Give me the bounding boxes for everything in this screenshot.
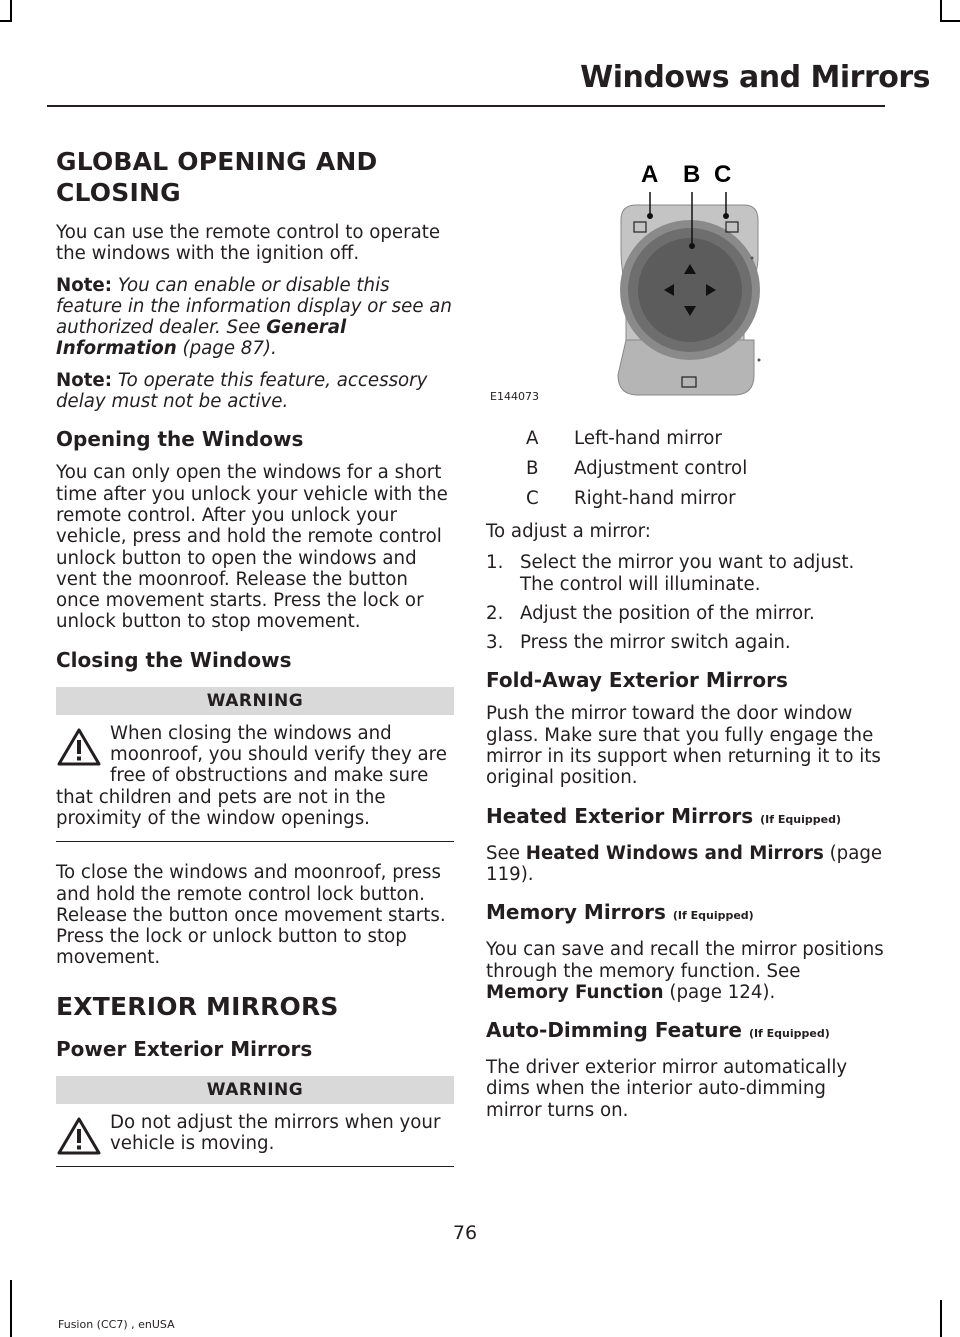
page-ref: (page 119). — [486, 842, 883, 885]
page-number: 76 — [452, 1222, 478, 1244]
if-equipped: (If Equipped) — [672, 909, 754, 923]
paragraph-auto: The driver exterior mirror automatically dims when the interior auto-dimming mirror turns on. — [486, 1057, 848, 1121]
crop-mark — [10, 1280, 12, 1337]
crop-mark — [0, 20, 12, 22]
heading-auto-dimming — [486, 1017, 886, 1047]
warning-triangle-icon — [56, 727, 102, 767]
label-b: B — [683, 161, 701, 188]
heading-memory-text: Memory Mirrors — [486, 900, 666, 925]
paragraph-memory — [486, 939, 886, 1003]
figure-legend — [486, 428, 886, 509]
figure-id: E144073 — [490, 390, 539, 403]
heading-exterior-mirrors: EXTERIOR MIRRORS — [56, 991, 339, 1021]
note-page-ref: (page 87). — [176, 338, 277, 360]
adjust-intro: To adjust a mirror: — [486, 521, 651, 542]
crop-mark — [10, 0, 12, 22]
heading-heated-text: Heated Exterior Mirrors — [486, 803, 754, 828]
warning-header: WARNING — [56, 1076, 454, 1104]
heading-power-mirrors: Power Exterior Mirrors — [56, 1036, 313, 1061]
if-equipped: (If Equipped) — [748, 1027, 830, 1041]
paragraph-heated — [486, 843, 886, 886]
left-column — [56, 140, 454, 1187]
step-text: Press the mirror switch again. — [520, 632, 791, 654]
note-text: You can enable or disable this feature in the information display or see an authorized dealer. See — [56, 274, 452, 339]
page-header-title: Windows and Mirrors — [580, 60, 930, 95]
step-number: 3. — [486, 632, 504, 654]
page-ref: (page 124). — [663, 981, 776, 1003]
warning-text: When closing the windows and moonroof, you should verify they are free of obstructions and make sure that children and pets are not in the proximity of the window openings. — [56, 722, 447, 829]
note-label: Note: — [56, 274, 113, 296]
list-item — [486, 603, 886, 624]
heading-memory — [486, 899, 886, 929]
paragraph-global: You can use the remote control to operate the windows with the ignition off. — [56, 222, 441, 265]
note-text: To operate this feature, accessory delay must not be active. — [56, 369, 428, 413]
note-1 — [56, 275, 454, 360]
label-a: A — [641, 161, 659, 188]
warning-triangle-icon — [56, 1116, 102, 1156]
legend-key: B — [526, 458, 539, 479]
heading-heated — [486, 803, 886, 833]
see-text: See — [486, 842, 526, 864]
label-c: C — [714, 161, 732, 188]
legend-row — [486, 428, 886, 449]
legend-row — [486, 488, 886, 509]
memory-text: You can save and recall the mirror positions through the memory function. See — [486, 939, 884, 982]
header-divider — [47, 105, 885, 107]
legend-key: A — [526, 428, 539, 449]
crop-mark — [940, 1300, 942, 1337]
heading-fold-away: Fold-Away Exterior Mirrors — [486, 668, 788, 693]
step-text: Select the mirror you want to adjust. The control will illuminate. — [520, 552, 855, 595]
legend-value: Adjustment control — [574, 458, 748, 479]
warning-box — [56, 723, 454, 842]
legend-value: Left-hand mirror — [574, 428, 722, 449]
legend-value: Right-hand mirror — [574, 488, 736, 509]
list-item — [486, 552, 886, 595]
paragraph-closing: To close the windows and moonroof, press and hold the remote control lock button. Release the button once movement starts. Press the lock or unlock button to stop movement. — [56, 862, 446, 969]
footer-text: Fusion (CC7) , enUSA — [58, 1318, 175, 1331]
if-equipped: (If Equipped) — [760, 812, 841, 826]
heading-auto-text: Auto-Dimming Feature — [486, 1018, 742, 1043]
step-number: 2. — [486, 602, 504, 624]
heading-opening-windows: Opening the Windows — [56, 427, 304, 452]
heading-closing-windows: Closing the Windows — [56, 647, 292, 672]
mirror-control-illustration — [486, 150, 766, 410]
warning-text: Do not adjust the mirrors when your vehicle is moving. — [110, 1111, 441, 1155]
warning-box — [56, 1112, 454, 1168]
note-2 — [56, 370, 454, 413]
memory-function-link[interactable]: Memory Function — [486, 981, 664, 1003]
heading-global-opening: GLOBAL OPENING AND CLOSING — [56, 147, 378, 207]
right-column — [486, 420, 886, 1131]
warning-header: WARNING — [56, 687, 454, 715]
legend-key: C — [526, 488, 539, 509]
step-text: Adjust the position of the mirror. — [520, 602, 815, 624]
paragraph-opening: You can only open the windows for a short time after you unlock your vehicle with the remote control. After you unlock your vehicle, press and hold the remote control unlock button to open the windows and vent the moonroof. Release the button once movement starts. Press the lock or unlock button to stop movement. — [56, 462, 448, 633]
crop-mark — [940, 0, 942, 22]
general-information-link[interactable]: General Information — [56, 317, 347, 360]
paragraph-fold: Push the mirror toward the door window glass. Make sure that you fully engage the mirror in its support when returning it to its original position. — [486, 703, 881, 789]
step-number: 1. — [486, 552, 504, 574]
heated-windows-link[interactable]: Heated Windows and Mirrors — [525, 842, 824, 864]
list-item — [486, 632, 886, 653]
note-label: Note: — [56, 369, 113, 391]
crop-mark — [940, 20, 960, 22]
adjust-steps — [486, 552, 886, 653]
legend-row — [486, 458, 886, 479]
